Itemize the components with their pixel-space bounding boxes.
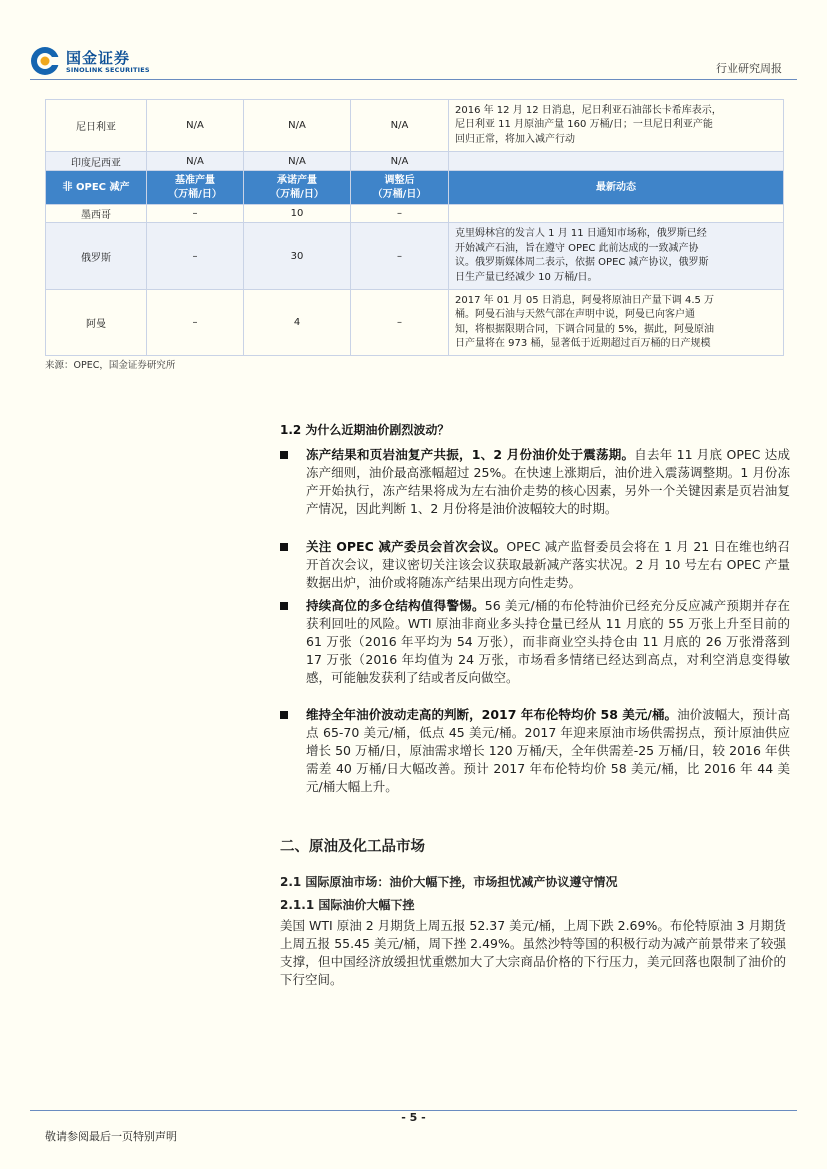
bullet-text	[306, 538, 790, 592]
header-line: （万桶/日）	[168, 188, 222, 200]
table-source: 来源：OPEC，国金证券研究所	[45, 360, 176, 371]
table-row	[46, 290, 784, 356]
country-cell: 阿曼	[46, 290, 147, 356]
commit-cell: N/A	[244, 152, 351, 171]
bullet-body: OPEC 减产监督委员会将在 1 月 21 日在维也纳召开首次会议，建议密切关注该会议获取最新减产落实状况。2 月 10 号左右 OPEC 产量数据出炉，油价或将随冻产结果出现方向性走势。	[306, 539, 790, 590]
section-2-1-1-title: 2.1.1 国际油价大幅下挫	[280, 898, 415, 912]
news-cell	[449, 205, 784, 223]
bullet-text	[306, 706, 790, 796]
country-cell: 俄罗斯	[46, 223, 147, 290]
bullet-text	[306, 597, 790, 687]
news-line: 桶。阿曼石油与天然气部在声明中说，阿曼已向客户通	[455, 309, 695, 320]
header-line: 调整后	[384, 174, 415, 186]
news-cell	[449, 100, 784, 152]
bullet-lead: 关注 OPEC 减产委员会首次会议。	[306, 539, 507, 554]
country-cell: 墨西哥	[46, 205, 147, 223]
header-news: 最新动态	[449, 171, 784, 205]
commit-cell: N/A	[244, 100, 351, 152]
news-line: 议。俄罗斯媒体周二表示，依据 OPEC 减产协议，俄罗斯	[455, 257, 709, 268]
sinolink-logo-icon	[30, 46, 60, 76]
adjusted-cell: –	[351, 205, 449, 223]
header-divider	[30, 79, 797, 80]
bullet-body: 56 美元/桶的布伦特油价已经充分反应减产预期并存在获利回吐的风险。WTI 原油非商业多头持仓量已经从 11 月底的 55 万张上升至目前的 61 万张（2016 年平均为 54 万张），而非商业空头持仓由 11 月底的 26 万张滑落到 17 万张（2016 年均值为 24 万张，市场看多情绪已经达到高点，对利空消息变得敏感，可能触发获利了结或者反向做空。	[306, 598, 790, 685]
news-line: 2017 年 01 月 05 日消息，阿曼将原油日产量下调 4.5 万	[455, 294, 715, 306]
news-line: 回归正常，将加入减产行动	[455, 133, 575, 145]
header-line: 承诺产量	[277, 174, 317, 186]
header-commit	[244, 171, 351, 205]
country-cell: 印度尼西亚	[46, 152, 147, 171]
news-cell	[449, 152, 784, 171]
table-row	[46, 205, 784, 223]
bullet-body: 自去年 11 月底 OPEC 达成冻产细则，油价最高涨幅超过 25%。在快速上涨期后，油价进入震荡调整期。1 月份冻产开始执行，冻产结果将成为左右油价走势的核心因素，另外一个关键因素是页岩油复产情况，因此判断 1、2 月份将是油价波幅较大的时期。	[306, 447, 790, 516]
bullet-body: 油价波幅大，预计高点 65-70 美元/桶，低点 45 美元/桶。2017 年迎来原油市场供需拐点，预计原油供应增长 50 万桶/日，原油需求增长 120 万桶/天，全年供需差-25 万桶/日，较 2016 年供需差 40 万桶/日大幅改善。预计 2017 年布伦特均价 58 美元/桶，比 2016 年 44 美元/桶大幅上升。	[306, 707, 790, 794]
bullet-item	[280, 706, 790, 796]
disclaimer-note: 敬请参阅最后一页特别声明	[45, 1130, 177, 1143]
page-number: - 5 -	[401, 1111, 426, 1124]
table-header-row	[46, 171, 784, 205]
news-cell	[449, 223, 784, 290]
base-cell: –	[147, 290, 244, 356]
bullet-item	[280, 597, 790, 687]
section-2-title: 二、原油及化工品市场	[280, 839, 425, 855]
report-type: 行业研究周报	[716, 62, 782, 75]
header-base	[147, 171, 244, 205]
section-1-2-title: 1.2 为什么近期油价剧烈波动？	[280, 423, 450, 437]
commit-cell: 30	[244, 223, 351, 290]
news-cell	[449, 290, 784, 356]
news-line: 日产量将在 973 桶，显著低于近期超过百万桶的日产规模	[455, 338, 711, 349]
news-line: 知，将根据限期合同，下调合同量的 5%，据此，阿曼原油	[455, 323, 715, 335]
base-cell: –	[147, 205, 244, 223]
header-line: （万桶/日）	[270, 188, 324, 200]
news-line: 克里姆林宫的发言人 1 月 11 日通知市场称，俄罗斯已经	[455, 228, 707, 239]
bullet-square-icon	[280, 543, 288, 551]
section-2-1-title: 2.1 国际原油市场：油价大幅下挫，市场担忧减产协议遵守情况	[280, 875, 618, 889]
logo-chinese-text: 国金证券	[66, 49, 131, 67]
bullet-text	[306, 446, 790, 518]
adjusted-cell: –	[351, 223, 449, 290]
bullet-item	[280, 538, 790, 592]
table-row	[46, 223, 784, 290]
bullet-square-icon	[280, 451, 288, 459]
adjusted-cell: –	[351, 290, 449, 356]
commit-cell: 4	[244, 290, 351, 356]
logo-english-text: SINOLINK SECURITIES	[66, 66, 150, 74]
commit-cell: 10	[244, 205, 351, 223]
adjusted-cell: N/A	[351, 152, 449, 171]
opec-cut-table	[45, 99, 784, 356]
header-line: （万桶/日）	[372, 188, 427, 200]
base-cell: N/A	[147, 100, 244, 152]
base-cell: N/A	[147, 152, 244, 171]
adjusted-cell: N/A	[351, 100, 449, 152]
header-adjusted	[351, 171, 449, 205]
base-cell: –	[147, 223, 244, 290]
bullet-lead: 持续高位的多仓结构值得警惕。	[306, 598, 485, 613]
bullet-item	[280, 446, 790, 518]
news-line: 日生产量已经减少 10 万桶/日。	[455, 271, 598, 283]
bullet-lead: 维持全年油价波动走高的判断，2017 年布伦特均价 58 美元/桶。	[306, 707, 678, 722]
header-line: 基准产量	[175, 174, 215, 186]
news-line: 开始减产石油，旨在遵守 OPEC 此前达成的一致减产协	[455, 242, 699, 254]
news-line: 尼日利亚 11 月原油产量 160 万桶/日；一旦尼日利亚产能	[455, 119, 713, 131]
page-header	[0, 0, 827, 80]
header-country: 非 OPEC 减产	[46, 171, 147, 205]
country-cell: 尼日利亚	[46, 100, 147, 152]
table-row	[46, 100, 784, 152]
table-row	[46, 152, 784, 171]
body-paragraph: 美国 WTI 原油 2 月期货上周五报 52.37 美元/桶，上周下跌 2.69%。布伦特原油 3 月期货上周五报 55.45 美元/桶，周下挫 2.49%。虽然沙特等国的积极行动为减产前景带来了较强支撑，但中国经济放缓担忧重燃加大了大宗商品价格的下行压力，美元回落也限制了油价的下行空间。	[280, 918, 786, 987]
bullet-lead: 冻产结果和页岩油复产共振，1、2 月份油价处于震荡期。	[306, 447, 635, 462]
bullet-square-icon	[280, 711, 288, 719]
news-line: 2016 年 12 月 12 日消息，尼日利亚石油部长卡希库表示，	[455, 104, 722, 116]
bullet-square-icon	[280, 602, 288, 610]
